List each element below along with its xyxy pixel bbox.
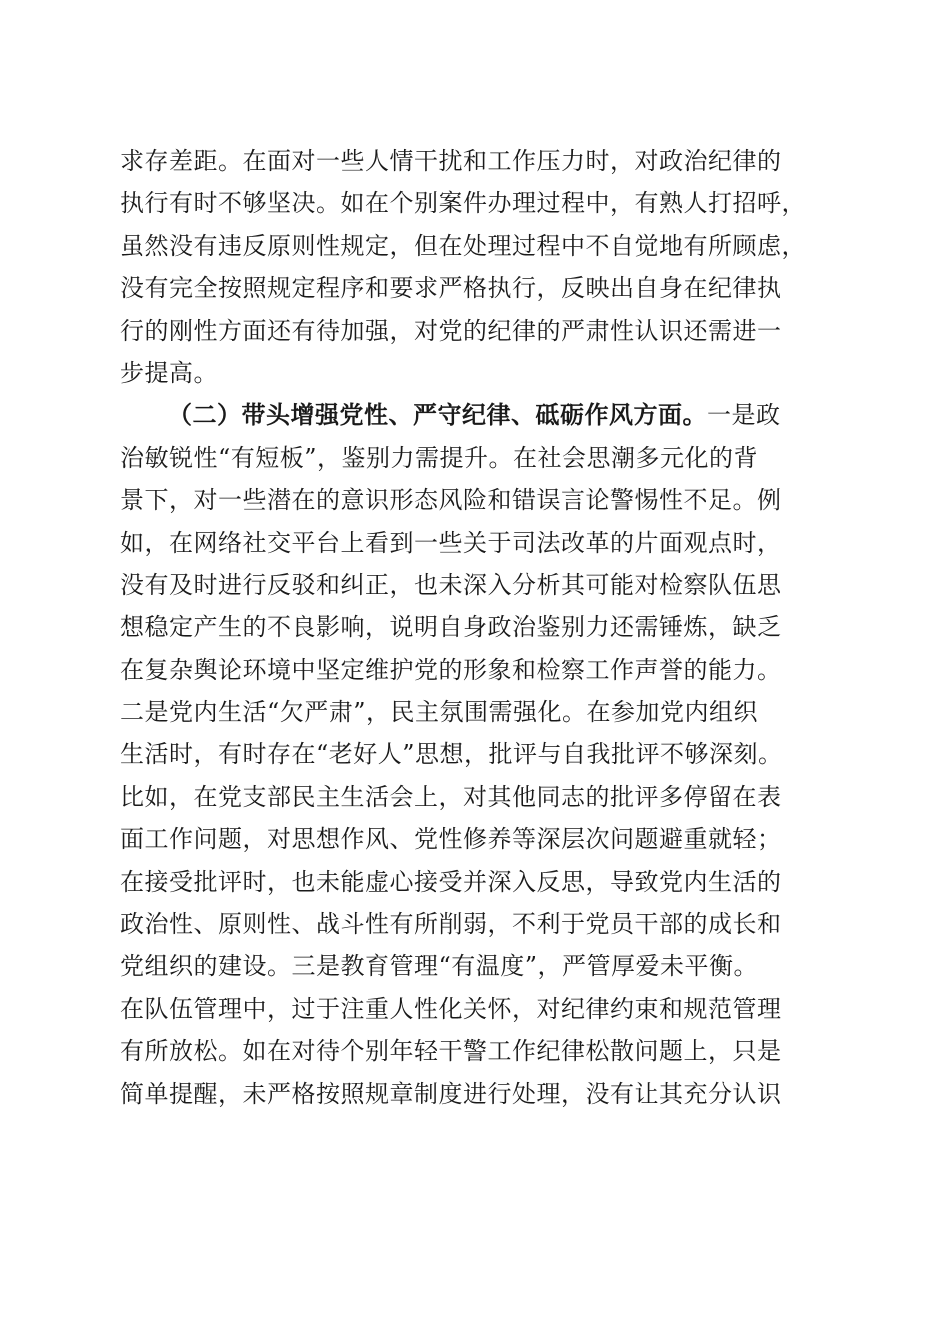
- body-line: 政治性、原则性、战斗性有所削弱，不利于党员干部的成长和: [120, 910, 782, 939]
- body-line: 生活时，有时存在“老好人”思想，批评与自我批评不够深刻。: [120, 740, 783, 769]
- body-line: 如，在网络社交平台上看到一些关于司法改革的片面观点时，: [120, 528, 782, 557]
- body-line: 在队伍管理中，过于注重人性化关怀，对纪律约束和规范管理: [120, 994, 782, 1023]
- section-2-first-line: [120, 394, 830, 436]
- body-line: 比如，在党支部民主生活会上，对其他同志的批评多停留在表: [120, 782, 782, 811]
- section-2-heading: （二）带头增强党性、严守纪律、砥砺作风方面。: [168, 400, 707, 430]
- body-line: 没有及时进行反驳和纠正，也未深入分析其可能对检察队伍思: [120, 570, 782, 599]
- body-line: 简单提醒，未严格按照规章制度进行处理，没有让其充分认识: [120, 1079, 782, 1108]
- body-line: 有所放松。如在对待个别年轻干警工作纪律松散问题上，只是: [120, 1037, 782, 1066]
- body-line: 二是党内生活“欠严肃”，民主氛围需强化。在参加党内组织: [120, 698, 759, 727]
- body-line: 在复杂舆论环境中坚定维护党的形象和检察工作声誉的能力。: [120, 655, 782, 684]
- body-line: 没有完全按照规定程序和要求严格执行，反映出自身在纪律执: [120, 274, 782, 303]
- body-line: 虽然没有违反原则性规定，但在处理过程中不自觉地有所顾虑，: [120, 231, 806, 260]
- body-line: 求存差距。在面对一些人情干扰和工作压力时，对政治纪律的: [120, 147, 782, 175]
- body-line: 党组织的建设。三是教育管理“有温度”，严管厚爱未平衡。: [120, 952, 759, 981]
- body-line: 面工作问题，对思想作风、党性修养等深层次问题避重就轻；: [120, 825, 782, 854]
- body-line: 在接受批评时，也未能虚心接受并深入反思，导致党内生活的: [120, 867, 782, 896]
- body-line: 治敏锐性“有短板”，鉴别力需提升。在社会思潮多元化的背: [120, 443, 759, 472]
- body-line: 行的刚性方面还有待加强，对党的纪律的严肃性认识还需进一: [120, 316, 782, 345]
- body-line: 执行有时不够坚决。如在个别案件办理过程中，有熟人打招呼，: [120, 189, 806, 218]
- body-line: 想稳定产生的不良影响，说明自身政治鉴别力还需锤炼，缺乏: [120, 613, 782, 642]
- section-2-first-line-text: 一是政: [707, 401, 781, 430]
- body-line: 步提高。: [120, 358, 218, 387]
- document-body: [120, 140, 830, 1115]
- body-line: 景下，对一些潜在的意识形态风险和错误言论警惕性不足。例: [120, 486, 782, 515]
